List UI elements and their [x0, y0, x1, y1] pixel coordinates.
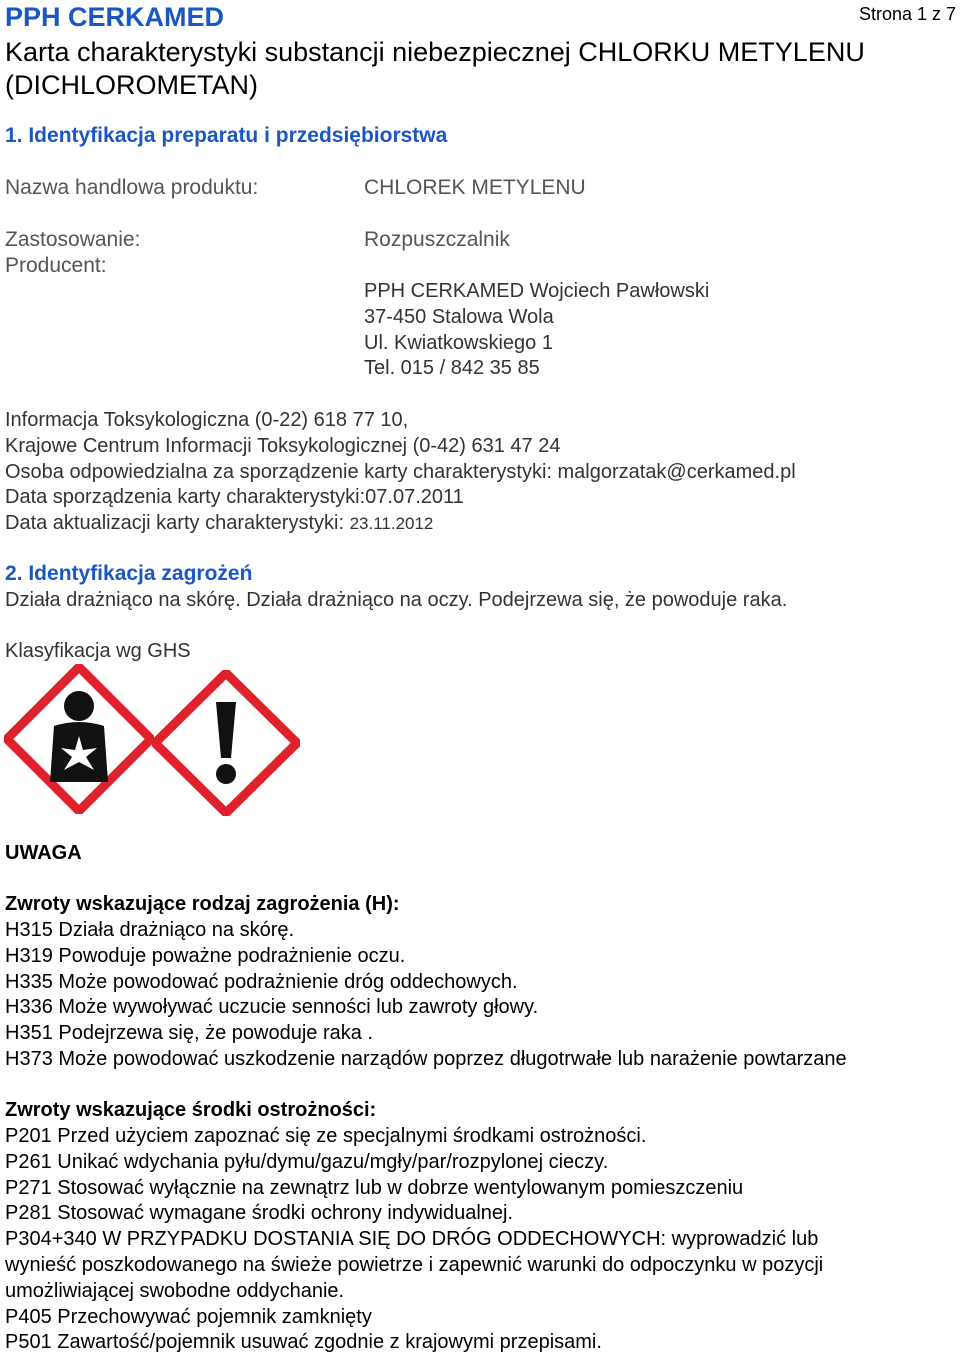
- producer-line: PPH CERKAMED Wojciech Pawłowski: [364, 280, 710, 302]
- title-line-1: Karta charakterystyki substancji niebezpiecznej CHLORKU METYLENU: [5, 37, 865, 67]
- h-statements-heading: Zwroty wskazujące rodzaj zagrożenia (H):: [5, 893, 400, 915]
- p-statement: wynieść poszkodowanego na świeże powietrze i zapewnić warunki do odpoczynku w pozycji: [5, 1253, 824, 1276]
- producer-line: Ul. Kwiatkowskiego 1: [364, 331, 553, 354]
- h-statement: H315 Działa drażniąco na skórę.: [5, 919, 295, 941]
- update-date: 23.11.2012: [349, 514, 434, 534]
- p-statement: P304+340 W PRZYPADKU DOSTANIA SIĘ DO DRÓG ODDECHOWYCH: wyprowadzić lub: [5, 1228, 819, 1251]
- producer-address: [364, 279, 709, 382]
- producer-label: Producent:: [5, 254, 107, 277]
- producer-line: Tel. 015 / 842 35 85: [364, 357, 540, 380]
- title-line-2: (DICHLOROMETAN): [5, 70, 258, 100]
- signal-word: UWAGA: [5, 842, 82, 864]
- h-statements-list: [5, 918, 847, 1073]
- p-statements-heading: Zwroty wskazujące środki ostrożności:: [5, 1099, 377, 1121]
- exclamation-mark-pictogram-icon: [152, 670, 300, 816]
- section-1-heading: 1. Identyfikacja preparatu i przedsiębiorstwa: [5, 124, 448, 147]
- hazard-summary: Działa drażniąco na skórę. Działa drażniąco na oczy. Podejrzewa się, że powoduje raka.: [5, 589, 788, 611]
- h-statement: H336 Może wywoływać uczucie senności lub zawroty głowy.: [5, 996, 539, 1019]
- trade-name-value: CHLOREK METYLENU: [364, 176, 586, 199]
- document-title: [5, 36, 945, 102]
- health-hazard-pictogram-icon: [4, 664, 154, 814]
- page-number: Strona 1 z 7: [858, 4, 956, 24]
- section-2-heading: 2. Identyfikacja zagrożeń: [5, 562, 253, 585]
- usage-value: Rozpuszczalnik: [364, 228, 510, 251]
- info-line: Krajowe Centrum Informacji Toksykologicznej (0-42) 631 47 24: [5, 434, 561, 457]
- h-statement: H319 Powoduje poważne podrażnienie oczu.: [5, 944, 406, 967]
- h-statement: H351 Podejrzewa się, że powoduje raka .: [5, 1022, 373, 1045]
- info-line: Osoba odpowiedzialna za sporządzenie karty charakterystyki: malgorzatak@cerkamed.pl: [5, 460, 796, 483]
- h-statement: H373 Może powodować uszkodzenie narządów poprzez długotrwałe lub narażenie powtarzane: [5, 1047, 847, 1070]
- info-line: Data sporządzenia karty charakterystyki:07.07.2011: [5, 486, 464, 509]
- h-statement: H335 Może powodować podrażnienie dróg oddechowych.: [5, 970, 518, 993]
- update-line: [5, 511, 796, 537]
- ghs-label: Klasyfikacja wg GHS: [5, 640, 191, 662]
- usage-label: Zastosowanie:: [5, 228, 141, 251]
- contact-info: [5, 408, 796, 537]
- info-line: Informacja Toksykologiczna (0-22) 618 77 10,: [5, 409, 409, 431]
- update-label: Data aktualizacji karty charakterystyki:: [5, 512, 350, 535]
- p-statement: P271 Stosować wyłącznie na zewnątrz lub w dobrze wentylowanym pomieszczeniu: [5, 1176, 744, 1199]
- p-statement: P501 Zawartość/pojemnik usuwać zgodnie z krajowymi przepisami.: [5, 1331, 602, 1354]
- p-statement: umożliwiającej swobodne oddychanie.: [5, 1279, 345, 1302]
- trade-name-label: Nazwa handlowa produktu:: [5, 176, 259, 199]
- company-name: PPH CERKAMED: [5, 2, 225, 32]
- producer-line: 37-450 Stalowa Wola: [364, 305, 554, 328]
- p-statements-list: [5, 1124, 823, 1356]
- p-statement: P281 Stosować wymagane środki ochrony indywidualnej.: [5, 1202, 514, 1225]
- p-statement: P201 Przed użyciem zapoznać się ze specjalnymi środkami ostrożności.: [5, 1125, 647, 1147]
- p-statement: P261 Unikać wdychania pyłu/dymu/gazu/mgły/par/rozpylonej cieczy.: [5, 1150, 609, 1173]
- p-statement: P405 Przechowywać pojemnik zamknięty: [5, 1305, 372, 1328]
